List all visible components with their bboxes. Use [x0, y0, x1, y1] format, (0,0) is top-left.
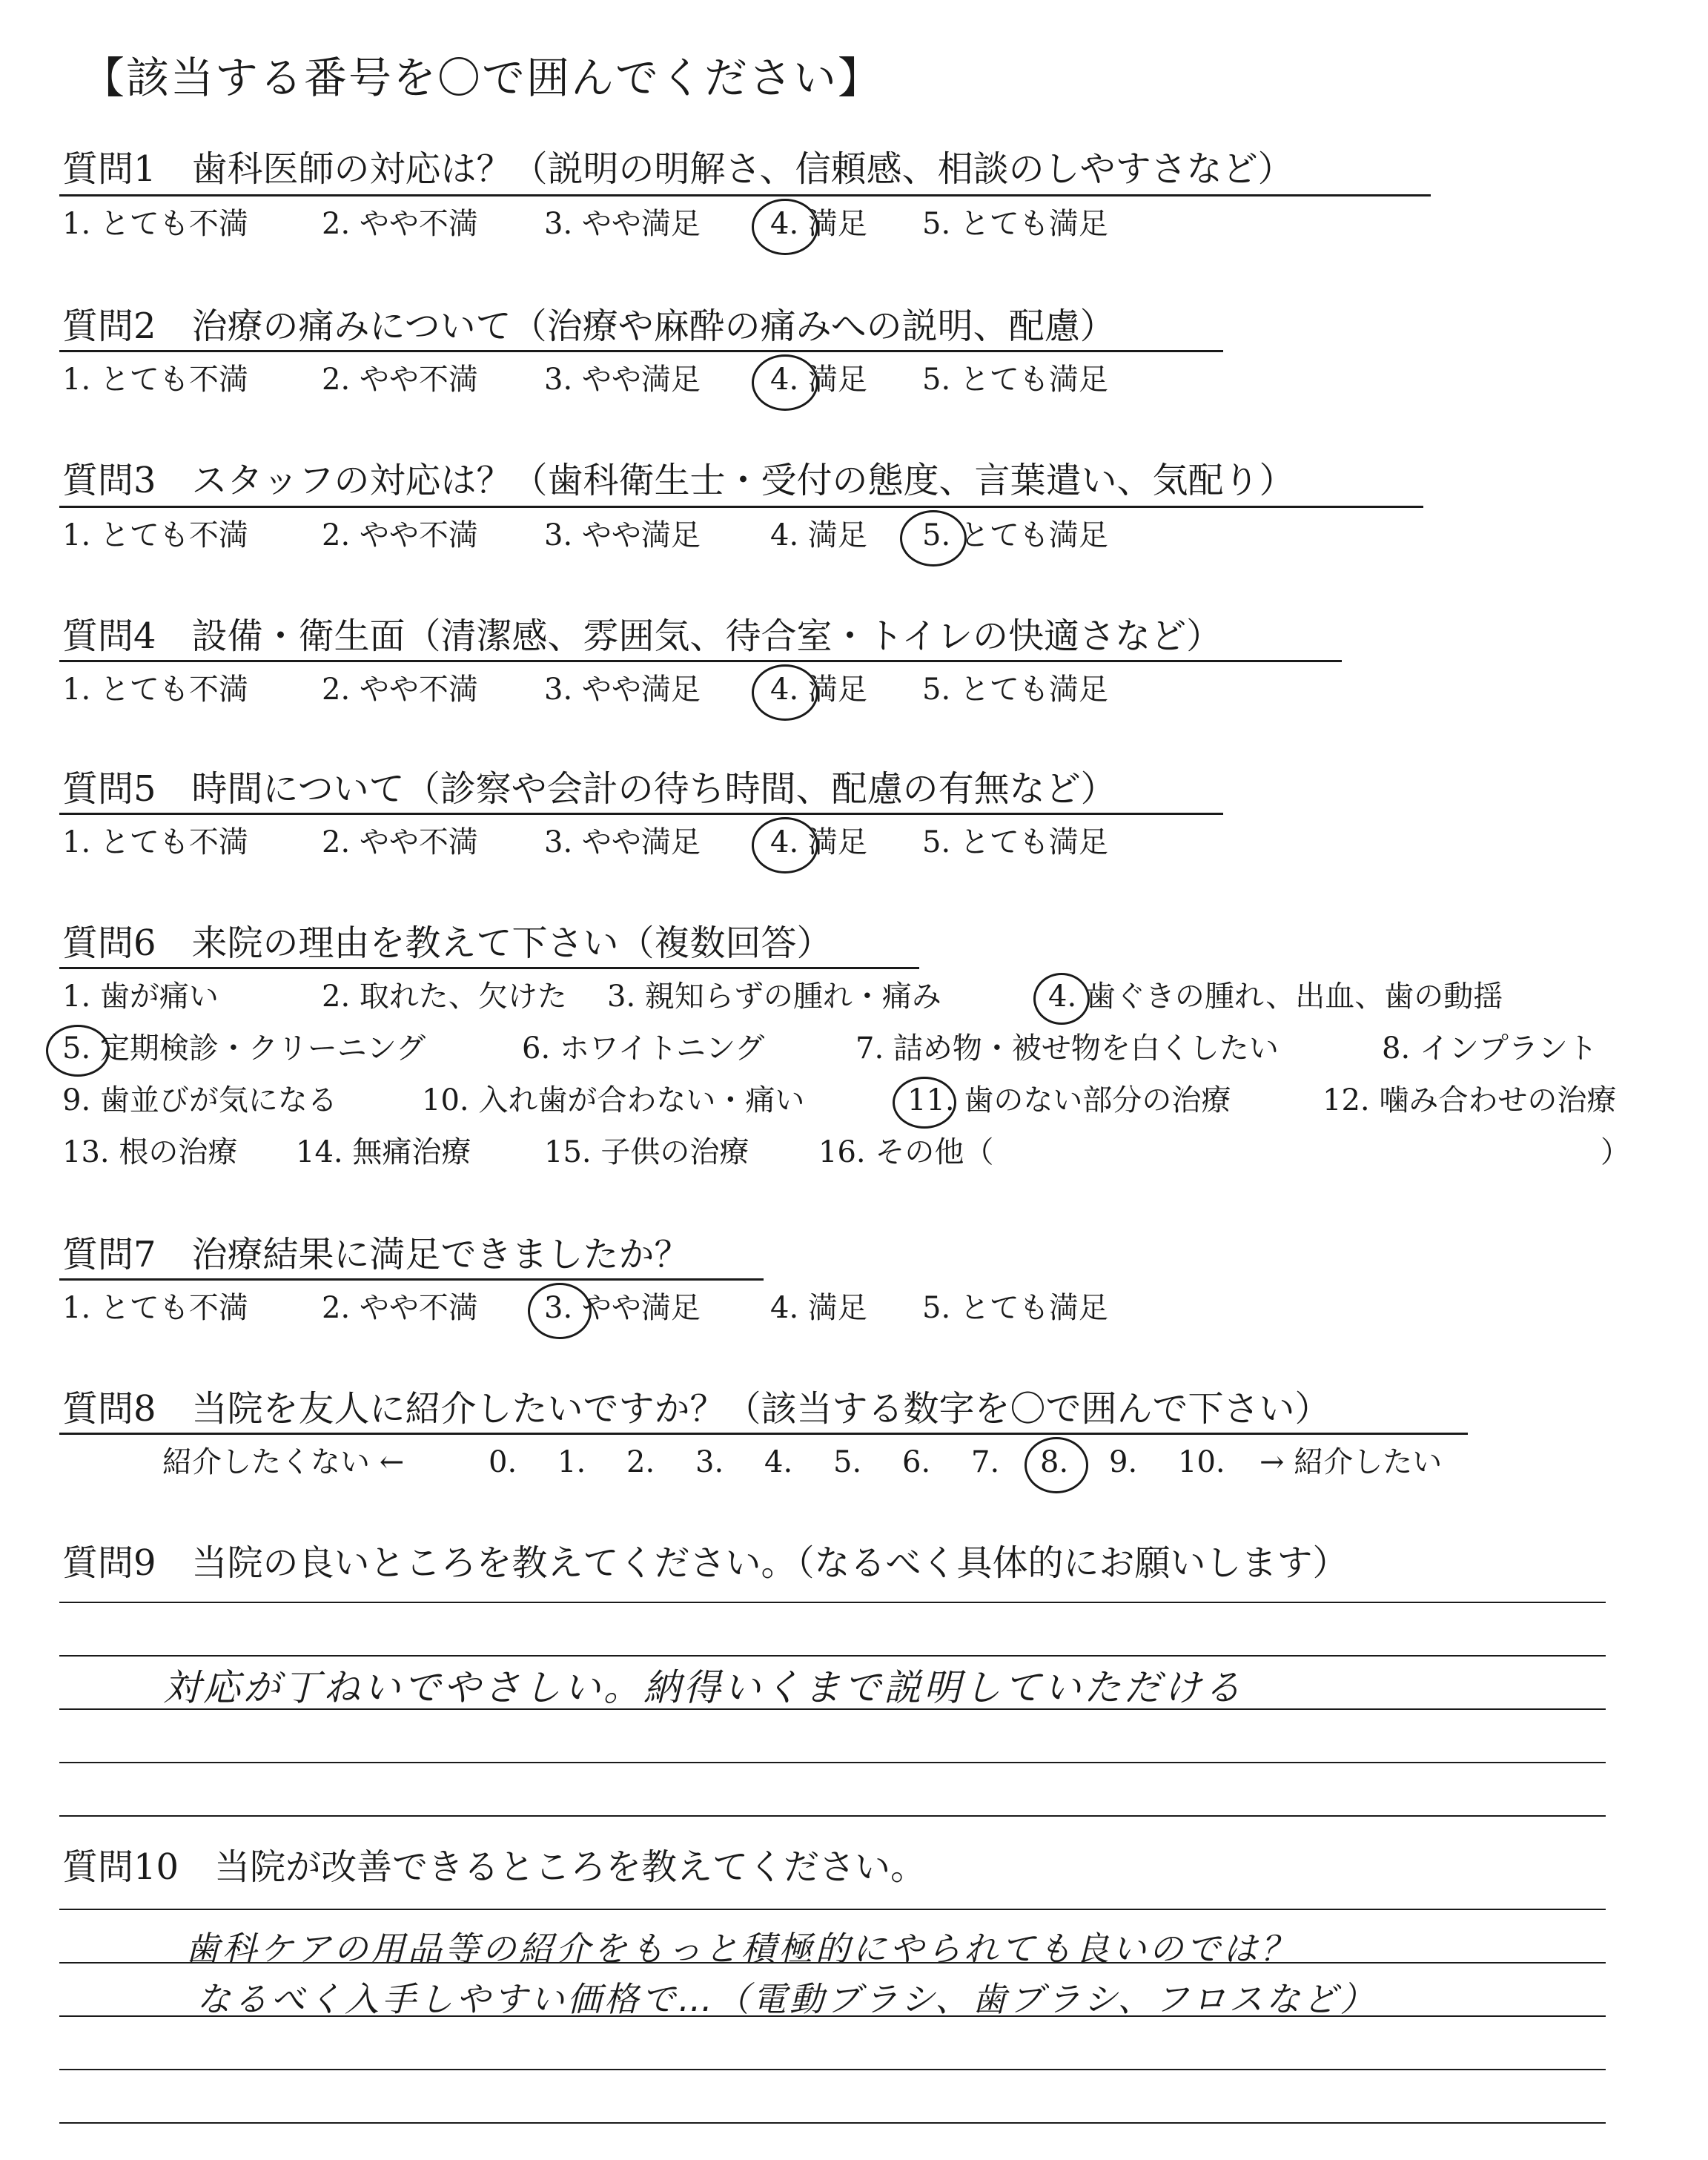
question-8-label: 質問8 当院を友人に紹介したいですか？（該当する数字を〇で囲んで下さい） — [62, 1388, 1331, 1430]
q1-option-2[interactable]: 2. やや不満 — [322, 207, 478, 241]
question-7-label: 質問7 治療結果に満足できましたか？ — [62, 1234, 690, 1275]
q3-option-5[interactable]: 5. とても満足 — [922, 518, 1108, 552]
selected-circle — [900, 510, 967, 567]
q7-option-5[interactable]: 5. とても満足 — [922, 1291, 1108, 1325]
q7-option-1[interactable]: 1. とても不満 — [62, 1291, 248, 1325]
selected-circle — [1033, 973, 1090, 1025]
q6-option-7[interactable]: 7. 詰め物・被せ物を白くしたい — [855, 1031, 1279, 1066]
q6-option-11[interactable]: 11. 歯のない部分の治療 — [907, 1083, 1231, 1117]
question-8-underline — [59, 1433, 1468, 1435]
answer-line — [59, 1655, 1606, 1657]
q1-option-3[interactable]: 3. やや満足 — [544, 207, 701, 241]
q2-option-2[interactable]: 2. やや不満 — [322, 363, 478, 397]
q5-option-4[interactable]: 4. 満足 — [770, 825, 867, 859]
q8-scale-6[interactable]: 6. — [902, 1445, 931, 1479]
page-title: 【該当する番号を〇で囲んでください】 — [82, 53, 883, 103]
q2-option-5[interactable]: 5. とても満足 — [922, 363, 1108, 397]
q4-option-2[interactable]: 2. やや不満 — [322, 673, 478, 707]
q3-option-4[interactable]: 4. 満足 — [770, 518, 867, 552]
question-10-label: 質問10 当院が改善できるところを教えてください。 — [62, 1846, 927, 1888]
q8-right-label: → 紹介したい — [1260, 1445, 1443, 1479]
q6-option-15[interactable]: 15. 子供の治療 — [544, 1135, 749, 1169]
q6-option-2[interactable]: 2. 取れた、欠けた — [322, 980, 567, 1014]
selected-circle — [46, 1025, 110, 1077]
q3-option-2[interactable]: 2. やや不満 — [322, 518, 478, 552]
selected-circle — [752, 354, 818, 411]
q8-scale-4[interactable]: 4. — [764, 1445, 793, 1479]
question-2-underline — [59, 350, 1223, 352]
selected-circle — [752, 199, 818, 255]
q8-scale-5[interactable]: 5. — [833, 1445, 862, 1479]
q1-option-5[interactable]: 5. とても満足 — [922, 207, 1108, 241]
q6-option-8[interactable]: 8. インプラント — [1382, 1031, 1598, 1066]
answer-line — [59, 1815, 1606, 1817]
q7-option-4[interactable]: 4. 満足 — [770, 1291, 867, 1325]
question-6-label: 質問6 来院の理由を教えて下さい（複数回答） — [62, 922, 833, 964]
answer-line — [59, 2122, 1606, 2124]
q8-left-label: 紹介したくない ← — [162, 1445, 405, 1479]
q10-handwritten-answer-line-1: 歯科ケアの用品等の紹介をもっと積極的にやられても良いのでは？ — [185, 1929, 1297, 1969]
q8-scale-2[interactable]: 2. — [626, 1445, 655, 1479]
q6-option-13[interactable]: 13. 根の治療 — [62, 1135, 238, 1169]
q6-option-10[interactable]: 10. 入れ歯が合わない・痛い — [422, 1083, 805, 1117]
answer-line — [59, 2069, 1606, 2070]
q2-option-1[interactable]: 1. とても不満 — [62, 363, 248, 397]
q1-option-1[interactable]: 1. とても不満 — [62, 207, 248, 241]
q4-option-3[interactable]: 3. やや満足 — [544, 673, 701, 707]
question-1-label: 質問1 歯科医師の対応は？（説明の明解さ、信頼感、相談のしやすさなど） — [62, 148, 1294, 190]
q1-option-4[interactable]: 4. 満足 — [770, 207, 867, 241]
q3-option-3[interactable]: 3. やや満足 — [544, 518, 701, 552]
q8-scale-1[interactable]: 1. — [557, 1445, 586, 1479]
q6-option-12[interactable]: 12. 噛み合わせの治療 — [1323, 1083, 1617, 1117]
question-1-underline — [59, 194, 1431, 196]
q6-option-16[interactable]: 16. その他（ — [818, 1135, 994, 1169]
q3-option-1[interactable]: 1. とても不満 — [62, 518, 248, 552]
q10-handwritten-answer-line-2: なるべく入手しやすい価格で…（電動ブラシ、歯ブラシ、フロスなど） — [196, 1979, 1377, 2019]
selected-circle — [1025, 1437, 1088, 1493]
selected-circle — [752, 664, 818, 721]
q6-option-5[interactable]: 5. 定期検診・クリーニング — [62, 1031, 426, 1066]
q6-option-6[interactable]: 6. ホワイトニング — [522, 1031, 765, 1066]
question-7-underline — [59, 1278, 764, 1281]
q5-option-1[interactable]: 1. とても不満 — [62, 825, 248, 859]
q8-scale-8[interactable]: 8. — [1040, 1445, 1069, 1479]
q6-option-14[interactable]: 14. 無痛治療 — [296, 1135, 471, 1169]
q2-option-3[interactable]: 3. やや満足 — [544, 363, 701, 397]
question-9-label: 質問9 当院の良いところを教えてください。（なるべく具体的にお願いします） — [62, 1542, 1348, 1584]
q5-option-2[interactable]: 2. やや不満 — [322, 825, 478, 859]
q4-option-4[interactable]: 4. 満足 — [770, 673, 867, 707]
question-5-label: 質問5 時間について（診察や会計の待ち時間、配慮の有無など） — [62, 768, 1116, 810]
question-3-label: 質問3 スタッフの対応は？（歯科衛生士・受付の態度、言葉遣い、気配り） — [62, 460, 1295, 501]
question-2-label: 質問2 治療の痛みについて（治療や麻酔の痛みへの説明、配慮） — [62, 305, 1116, 347]
selected-circle — [528, 1283, 592, 1339]
q7-option-2[interactable]: 2. やや不満 — [322, 1291, 478, 1325]
answer-line — [59, 1602, 1606, 1603]
answer-line — [59, 1762, 1606, 1763]
question-3-underline — [59, 506, 1423, 508]
question-4-underline — [59, 660, 1342, 662]
question-6-underline — [59, 967, 919, 969]
q8-scale-10[interactable]: 10. — [1178, 1445, 1225, 1479]
q4-option-1[interactable]: 1. とても不満 — [62, 673, 248, 707]
q6-other-close-paren: ） — [1601, 1135, 1630, 1169]
question-4-label: 質問4 設備・衛生面（清潔感、雰囲気、待合室・トイレの快適さなど） — [62, 615, 1222, 657]
q7-option-3[interactable]: 3. やや満足 — [544, 1291, 701, 1325]
q4-option-5[interactable]: 5. とても満足 — [922, 673, 1108, 707]
answer-line — [59, 1909, 1606, 1910]
q2-option-4[interactable]: 4. 満足 — [770, 363, 867, 397]
q5-option-3[interactable]: 3. やや満足 — [544, 825, 701, 859]
q6-option-9[interactable]: 9. 歯並びが気になる — [62, 1083, 337, 1117]
selected-circle — [752, 817, 818, 873]
q8-scale-7[interactable]: 7. — [971, 1445, 1000, 1479]
q6-option-3[interactable]: 3. 親知らずの腫れ・痛み — [607, 980, 941, 1014]
q8-scale-0[interactable]: 0. — [489, 1445, 517, 1479]
q8-scale-3[interactable]: 3. — [695, 1445, 724, 1479]
q5-option-5[interactable]: 5. とても満足 — [922, 825, 1108, 859]
q9-handwritten-answer: 対応が丁ねいでやさしい。納得いくまで説明していただける — [163, 1666, 1244, 1709]
question-5-underline — [59, 813, 1223, 815]
q6-option-1[interactable]: 1. 歯が痛い — [62, 980, 219, 1014]
selected-circle — [893, 1077, 956, 1129]
q8-scale-9[interactable]: 9. — [1109, 1445, 1138, 1479]
q6-option-4[interactable]: 4. 歯ぐきの腫れ、出血、歯の動揺 — [1048, 980, 1503, 1014]
